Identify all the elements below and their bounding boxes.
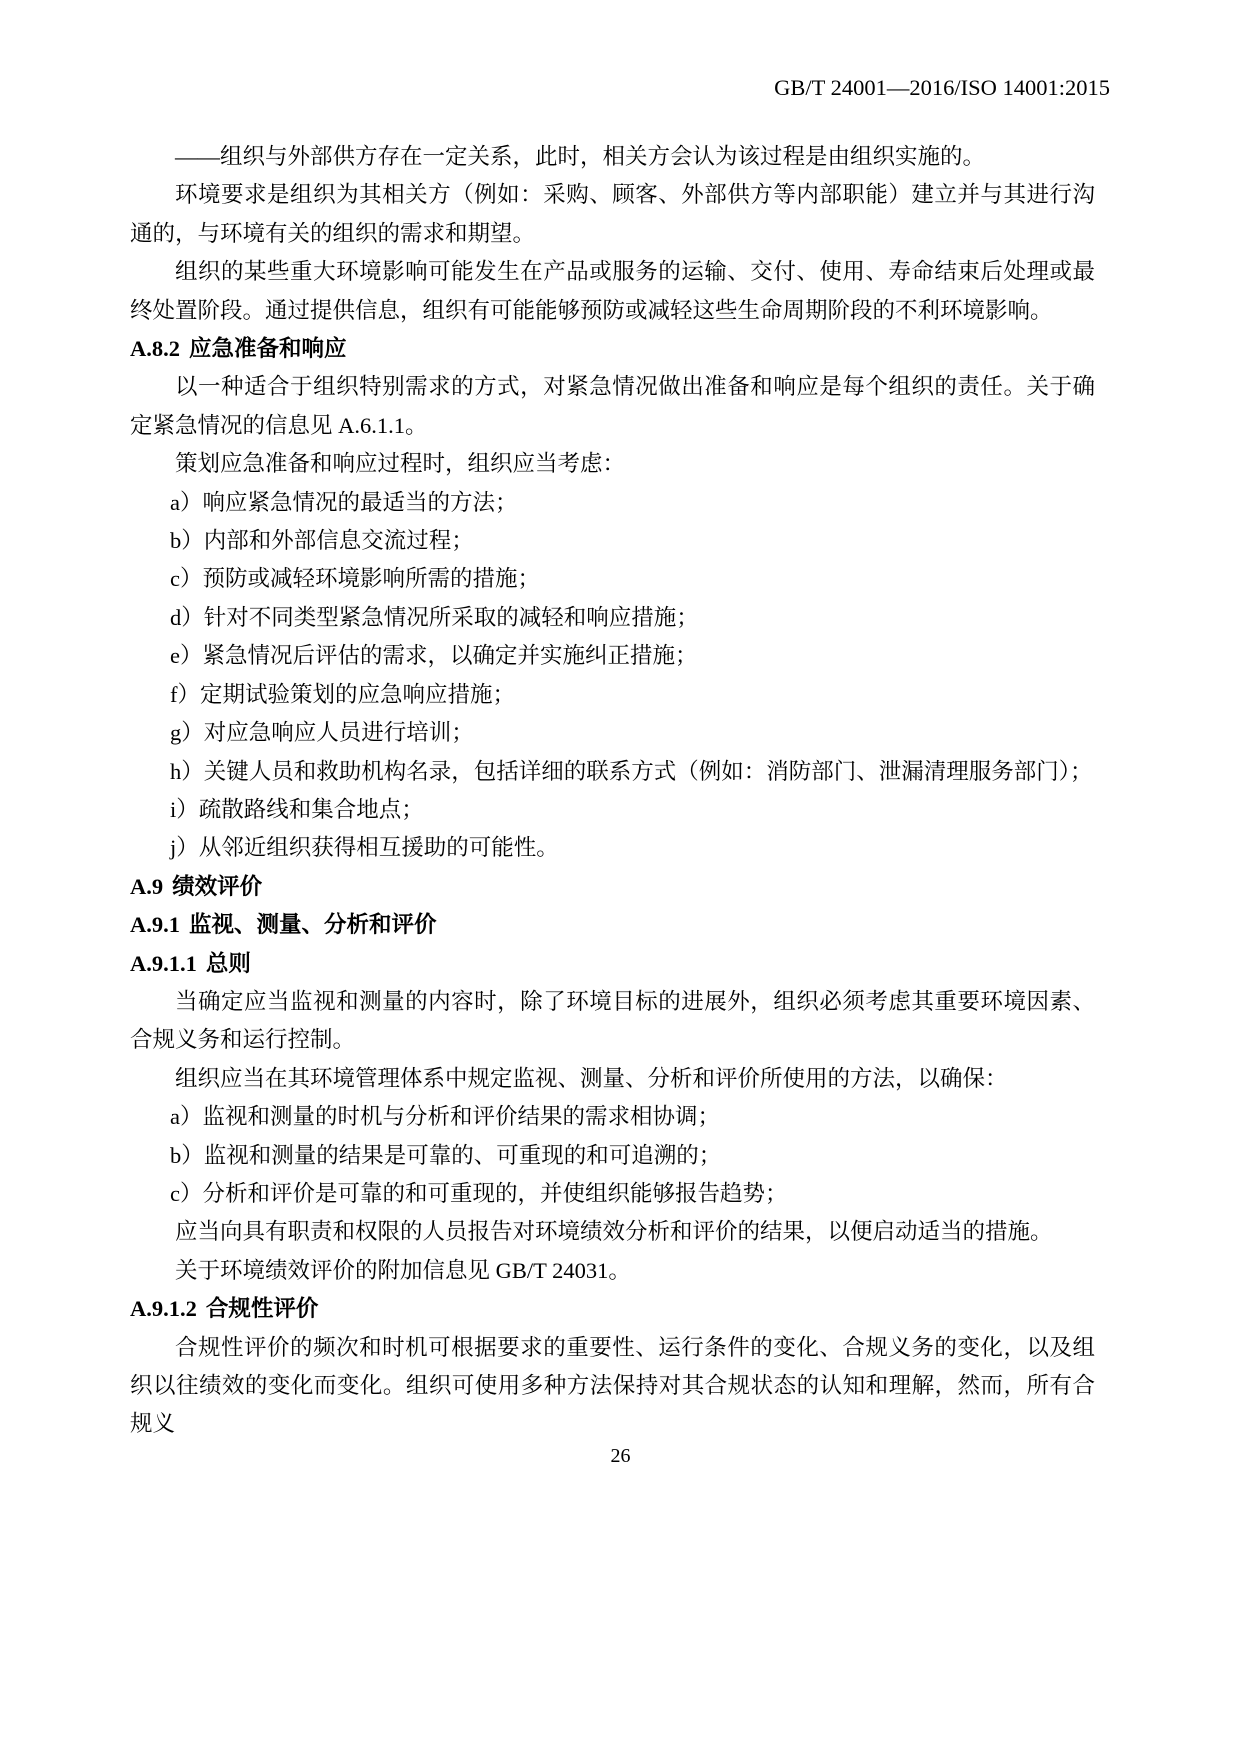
section-number: A.9	[130, 873, 164, 899]
paragraph: 组织应当在其环境管理体系中规定监视、测量、分析和评价所使用的方法，以确保：	[175, 1065, 1008, 1091]
list-item: a）监视和测量的时机与分析和评价结果的需求相协调；	[170, 1104, 720, 1130]
section-heading	[130, 868, 1095, 906]
paragraph: 策划应急准备和响应过程时，组织应当考虑：	[175, 451, 626, 477]
section-title: 合规性评价	[205, 1296, 319, 1322]
paragraph: 组织的某些重大环境影响可能发生在产品或服务的运输、交付、使用、寿命结束后处理或最终处置阶段。通过提供信息，组织有可能能够预防或减轻这些生命周期阶段的不利环境影响。	[130, 259, 1095, 323]
list-item: c）预防或减轻环境影响所需的措施；	[170, 566, 540, 592]
list-item: h）关键人员和救助机构名录，包括详细的联系方式（例如：消防部门、泄漏清理服务部门）；	[170, 758, 1093, 784]
list-item: f）定期试验策划的应急响应措施；	[170, 681, 515, 707]
section-number: A.9.1	[130, 912, 180, 938]
paragraph: ——组织与外部供方存在一定关系，此时，相关方会认为该过程是由组织实施的。	[175, 144, 986, 169]
section-number: A.9.1.1	[130, 950, 197, 976]
list-item: c）分析和评价是可靠的和可重现的，并使组织能够报告趋势；	[170, 1180, 788, 1206]
section-title: 监视、测量、分析和评价	[189, 912, 437, 938]
section-heading	[130, 906, 1095, 944]
section-heading	[130, 330, 1095, 368]
list-item: a）响应紧急情况的最适当的方法；	[170, 489, 518, 515]
document-body	[130, 138, 1095, 1444]
list-item: e）紧急情况后评估的需求，以确定并实施纠正措施；	[170, 643, 698, 669]
list-item: b）监视和测量的结果是可靠的、可重现的和可追溯的；	[170, 1142, 722, 1168]
section-title: 应急准备和响应	[189, 336, 347, 362]
list-item: g）对应急响应人员进行培训；	[170, 720, 474, 746]
paragraph: 以一种适合于组织特别需求的方式，对紧急情况做出准备和响应是每个组织的责任。关于确定紧急情况的信息见 A.6.1.1。	[130, 374, 1095, 438]
paragraph: 合规性评价的频次和时机可根据要求的重要性、运行条件的变化、合规义务的变化，以及组织以往绩效的变化而变化。组织可使用多种方法保持对其合规状态的认知和理解，然而，所有合规义	[130, 1334, 1095, 1437]
section-heading	[130, 945, 1095, 983]
list-item: j）从邻近组织获得相互援助的可能性。	[170, 835, 559, 861]
document-header-standard-number: GB/T 24001—2016/ISO 14001:2015	[774, 75, 1110, 100]
list-item: d）针对不同类型紧急情况所采取的减轻和响应措施；	[170, 604, 699, 630]
section-title: 总则	[205, 950, 251, 976]
page-number: 26	[610, 1445, 631, 1467]
paragraph: 当确定应当监视和测量的内容时，除了环境目标的进展外，组织必须考虑其重要环境因素、合规义务和运行控制。	[130, 988, 1095, 1053]
paragraph: 应当向具有职责和权限的人员报告对环境绩效分析和评价的结果，以便启动适当的措施。	[175, 1219, 1053, 1245]
section-number: A.9.1.2	[130, 1296, 197, 1322]
list-item: i）疏散路线和集合地点；	[170, 796, 424, 822]
paragraph: 环境要求是组织为其相关方（例如：采购、顾客、外部供方等内部职能）建立并与其进行沟通的，与环境有关的组织的需求和期望。	[130, 182, 1095, 246]
section-number: A.8.2	[130, 336, 180, 362]
paragraph: 关于环境绩效评价的附加信息见 GB/T 24031。	[175, 1257, 631, 1283]
list-item: b）内部和外部信息交流过程；	[170, 528, 474, 554]
section-heading	[130, 1290, 1095, 1328]
section-title: 绩效评价	[172, 873, 263, 899]
